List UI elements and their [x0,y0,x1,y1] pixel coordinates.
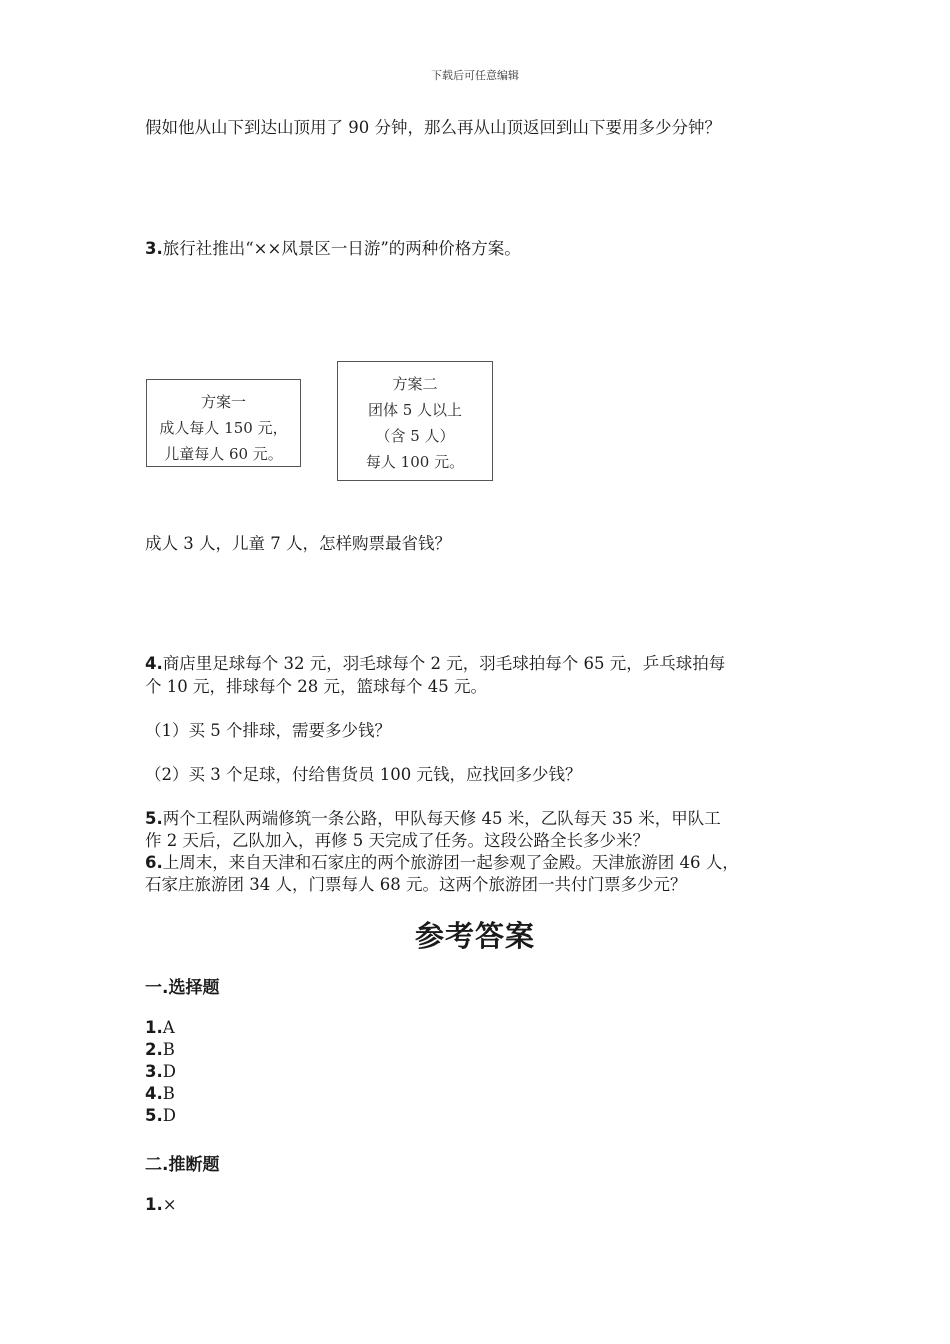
answer-number: 1. [145,1018,163,1037]
answer-number: 4. [145,1084,163,1103]
q3-line [145,238,521,260]
answer-number: 1. [145,1195,163,1214]
q6-line1 [145,852,739,874]
q4-text-1: 商店里足球每个 32 元，羽毛球每个 2 元，羽毛球拍每个 65 元，乒乓球拍每 [162,654,726,673]
plan2-line1: 团体 5 人以上 [367,401,463,419]
answer-number: 5. [145,1106,163,1125]
q6-text-1: 上周末，来自天津和石家庄的两个旅游团一起参观了金殿。天津旅游团 46 人， [162,853,739,872]
q5-line1 [145,808,721,830]
answer-value: A [162,1018,175,1037]
plan1-line2: 儿童每人 60 元。 [164,445,283,463]
q4-sub2: （2）买 3 个足球，付给售货员 100 元钱，应找回多少钱？ [145,765,582,784]
plan2-title: 方案二 [392,375,438,393]
answer-number: 3. [145,1062,163,1081]
answer-value: B [162,1040,175,1059]
plan1-title: 方案一 [200,393,246,411]
section1-title: 一.选择题 [145,978,220,998]
answer-item [145,1061,176,1083]
q6-line2: 石家庄旅游团 34 人，门票每人 68 元。这两个旅游团一共付门票多少元？ [145,875,687,894]
q4-line2: 个 10 元，排球每个 28 元，篮球每个 45 元。 [145,677,487,696]
plan2-line3: 每人 100 元。 [365,453,465,471]
plan1-line1: 成人每人 150 元， [159,419,288,437]
answer-value: B [162,1084,175,1103]
answer-value: D [162,1106,176,1125]
answer-value: × [162,1195,177,1214]
q5-text-1: 两个工程队两端修筑一条公路，甲队每天修 45 米，乙队每天 35 米，甲队工 [162,809,721,828]
answer-value: D [162,1062,176,1081]
q2-tail-text: 假如他从山下到达山顶用了 90 分钟，那么再从山顶返回到山下要用多少分钟？ [145,118,721,137]
q4-line1 [145,653,725,675]
answer-item [145,1017,175,1039]
q5-line2: 作 2 天后，乙队加入，再修 5 天完成了任务。这段公路全长多少米？ [145,831,649,850]
q3-question: 成人 3 人，儿童 7 人，怎样购票最省钱？ [145,534,451,553]
q3-text: 旅行社推出“××风景区一日游”的两种价格方案。 [162,239,521,258]
q4-number: 4. [145,654,163,673]
answer-item [145,1083,175,1105]
q4-sub1: （1）买 5 个排球，需要多少钱？ [145,721,391,740]
answer-item [145,1105,176,1127]
section2-title: 二.推断题 [145,1155,220,1175]
plan2-line2: （含 5 人） [375,427,455,445]
answer-number: 2. [145,1040,163,1059]
plan2-box [337,361,493,481]
answer-item [145,1194,177,1216]
answers-title: 参考答案 [414,919,535,953]
q6-number: 6. [145,853,163,872]
q5-number: 5. [145,809,163,828]
answer-item [145,1039,175,1061]
q3-number: 3. [145,239,163,258]
page-header: 下载后可任意编辑 [431,69,519,82]
plan1-box [146,379,301,467]
